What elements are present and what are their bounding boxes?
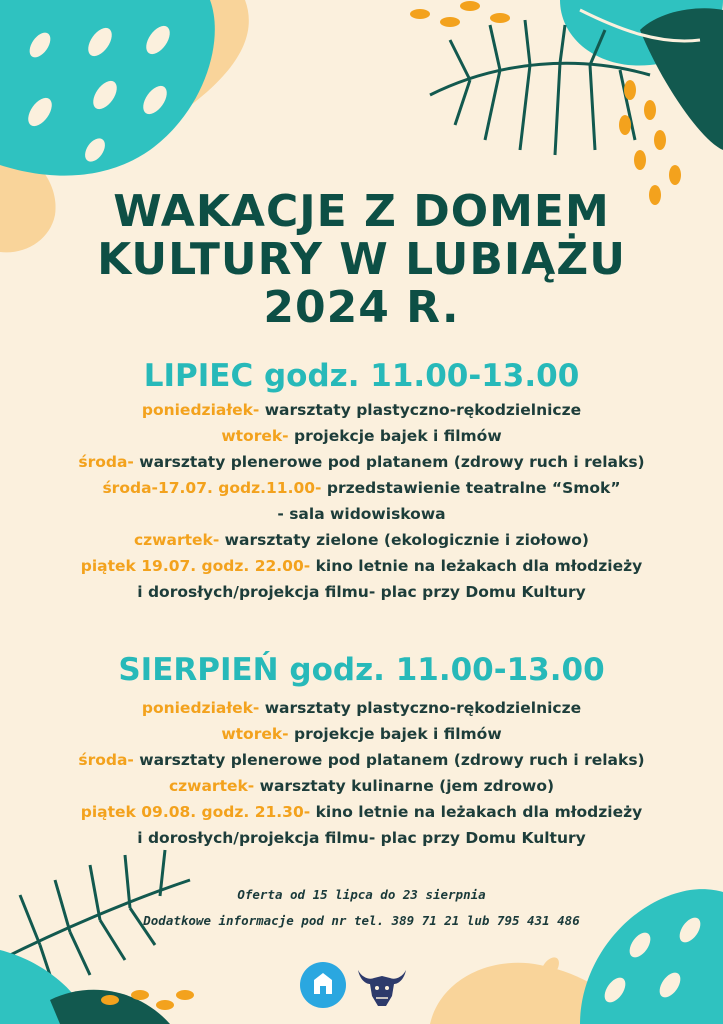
day-label: wtorek-	[221, 725, 289, 743]
monstera-leaf-icon	[560, 0, 723, 150]
day-label: środa-17.07. godz.11.00-	[102, 479, 322, 497]
house-logo-icon	[300, 962, 346, 1008]
activity-text: przedstawienie teatralne “Smok”	[321, 479, 621, 497]
august-row	[0, 696, 723, 720]
day-label: wtorek-	[221, 427, 289, 445]
july-row	[0, 580, 723, 604]
day-label: poniedziałek-	[141, 699, 260, 717]
day-label: piątek 19.07. godz. 22.00-	[80, 557, 311, 575]
activity-text: i dorosłych/projekcja filmu- plac przy Domu Kultury	[137, 829, 586, 847]
day-label: poniedziałek-	[141, 401, 260, 419]
august-row	[0, 826, 723, 850]
day-label: piątek 09.08. godz. 21.30-	[80, 803, 311, 821]
august-row	[0, 722, 723, 746]
july-heading: LIPIEC godz. 11.00-13.00	[143, 358, 580, 394]
offer-note: Oferta od 15 lipca do 23 sierpnia	[237, 887, 486, 902]
july-row	[0, 398, 723, 422]
poster-title-line-3: 2024 R.	[263, 282, 460, 333]
activity-text: kino letnie na leżakach dla młodzieży	[310, 803, 643, 821]
activity-text: i dorosłych/projekcja filmu- plac przy Domu Kultury	[137, 583, 586, 601]
activity-text: warsztaty zielone (ekologicznie i ziołowo)	[219, 531, 589, 549]
august-row	[0, 800, 723, 824]
activity-text: warsztaty plenerowe pod platanem (zdrowy ruch i relaks)	[133, 453, 645, 471]
day-label: środa-	[78, 453, 134, 471]
august-heading: SIERPIEŃ godz. 11.00-13.00	[118, 652, 605, 688]
august-row	[0, 774, 723, 798]
july-row	[0, 424, 723, 448]
day-label: czwartek-	[168, 777, 255, 795]
activity-text: warsztaty plastyczno-rękodzielnicze	[259, 699, 582, 717]
august-row	[0, 748, 723, 772]
activity-text: warsztaty plenerowe pod platanem (zdrowy ruch i relaks)	[133, 751, 645, 769]
poster-title-line-2: KULTURY W LUBIĄŻU	[97, 234, 626, 285]
activity-text: projekcje bajek i filmów	[288, 427, 502, 445]
activity-text: projekcje bajek i filmów	[288, 725, 502, 743]
day-label: czwartek-	[133, 531, 220, 549]
contact-note: Dodatkowe informacje pod nr tel. 389 71 21 lub 795 431 486	[143, 913, 580, 928]
activity-text: - sala widowiskowa	[277, 505, 446, 523]
activity-text: kino letnie na leżakach dla młodzieży	[310, 557, 643, 575]
day-label: środa-	[78, 751, 134, 769]
activity-text: warsztaty plastyczno-rękodzielnicze	[259, 401, 582, 419]
july-row	[0, 502, 723, 526]
july-row	[0, 528, 723, 552]
july-row	[0, 476, 723, 500]
activity-text: warsztaty kulinarne (jem zdrowo)	[254, 777, 555, 795]
july-row	[0, 450, 723, 474]
july-row	[0, 554, 723, 578]
bull-head-logo-icon	[354, 964, 410, 1008]
poster-title-line-1: WAKACJE Z DOMEM	[113, 186, 610, 237]
